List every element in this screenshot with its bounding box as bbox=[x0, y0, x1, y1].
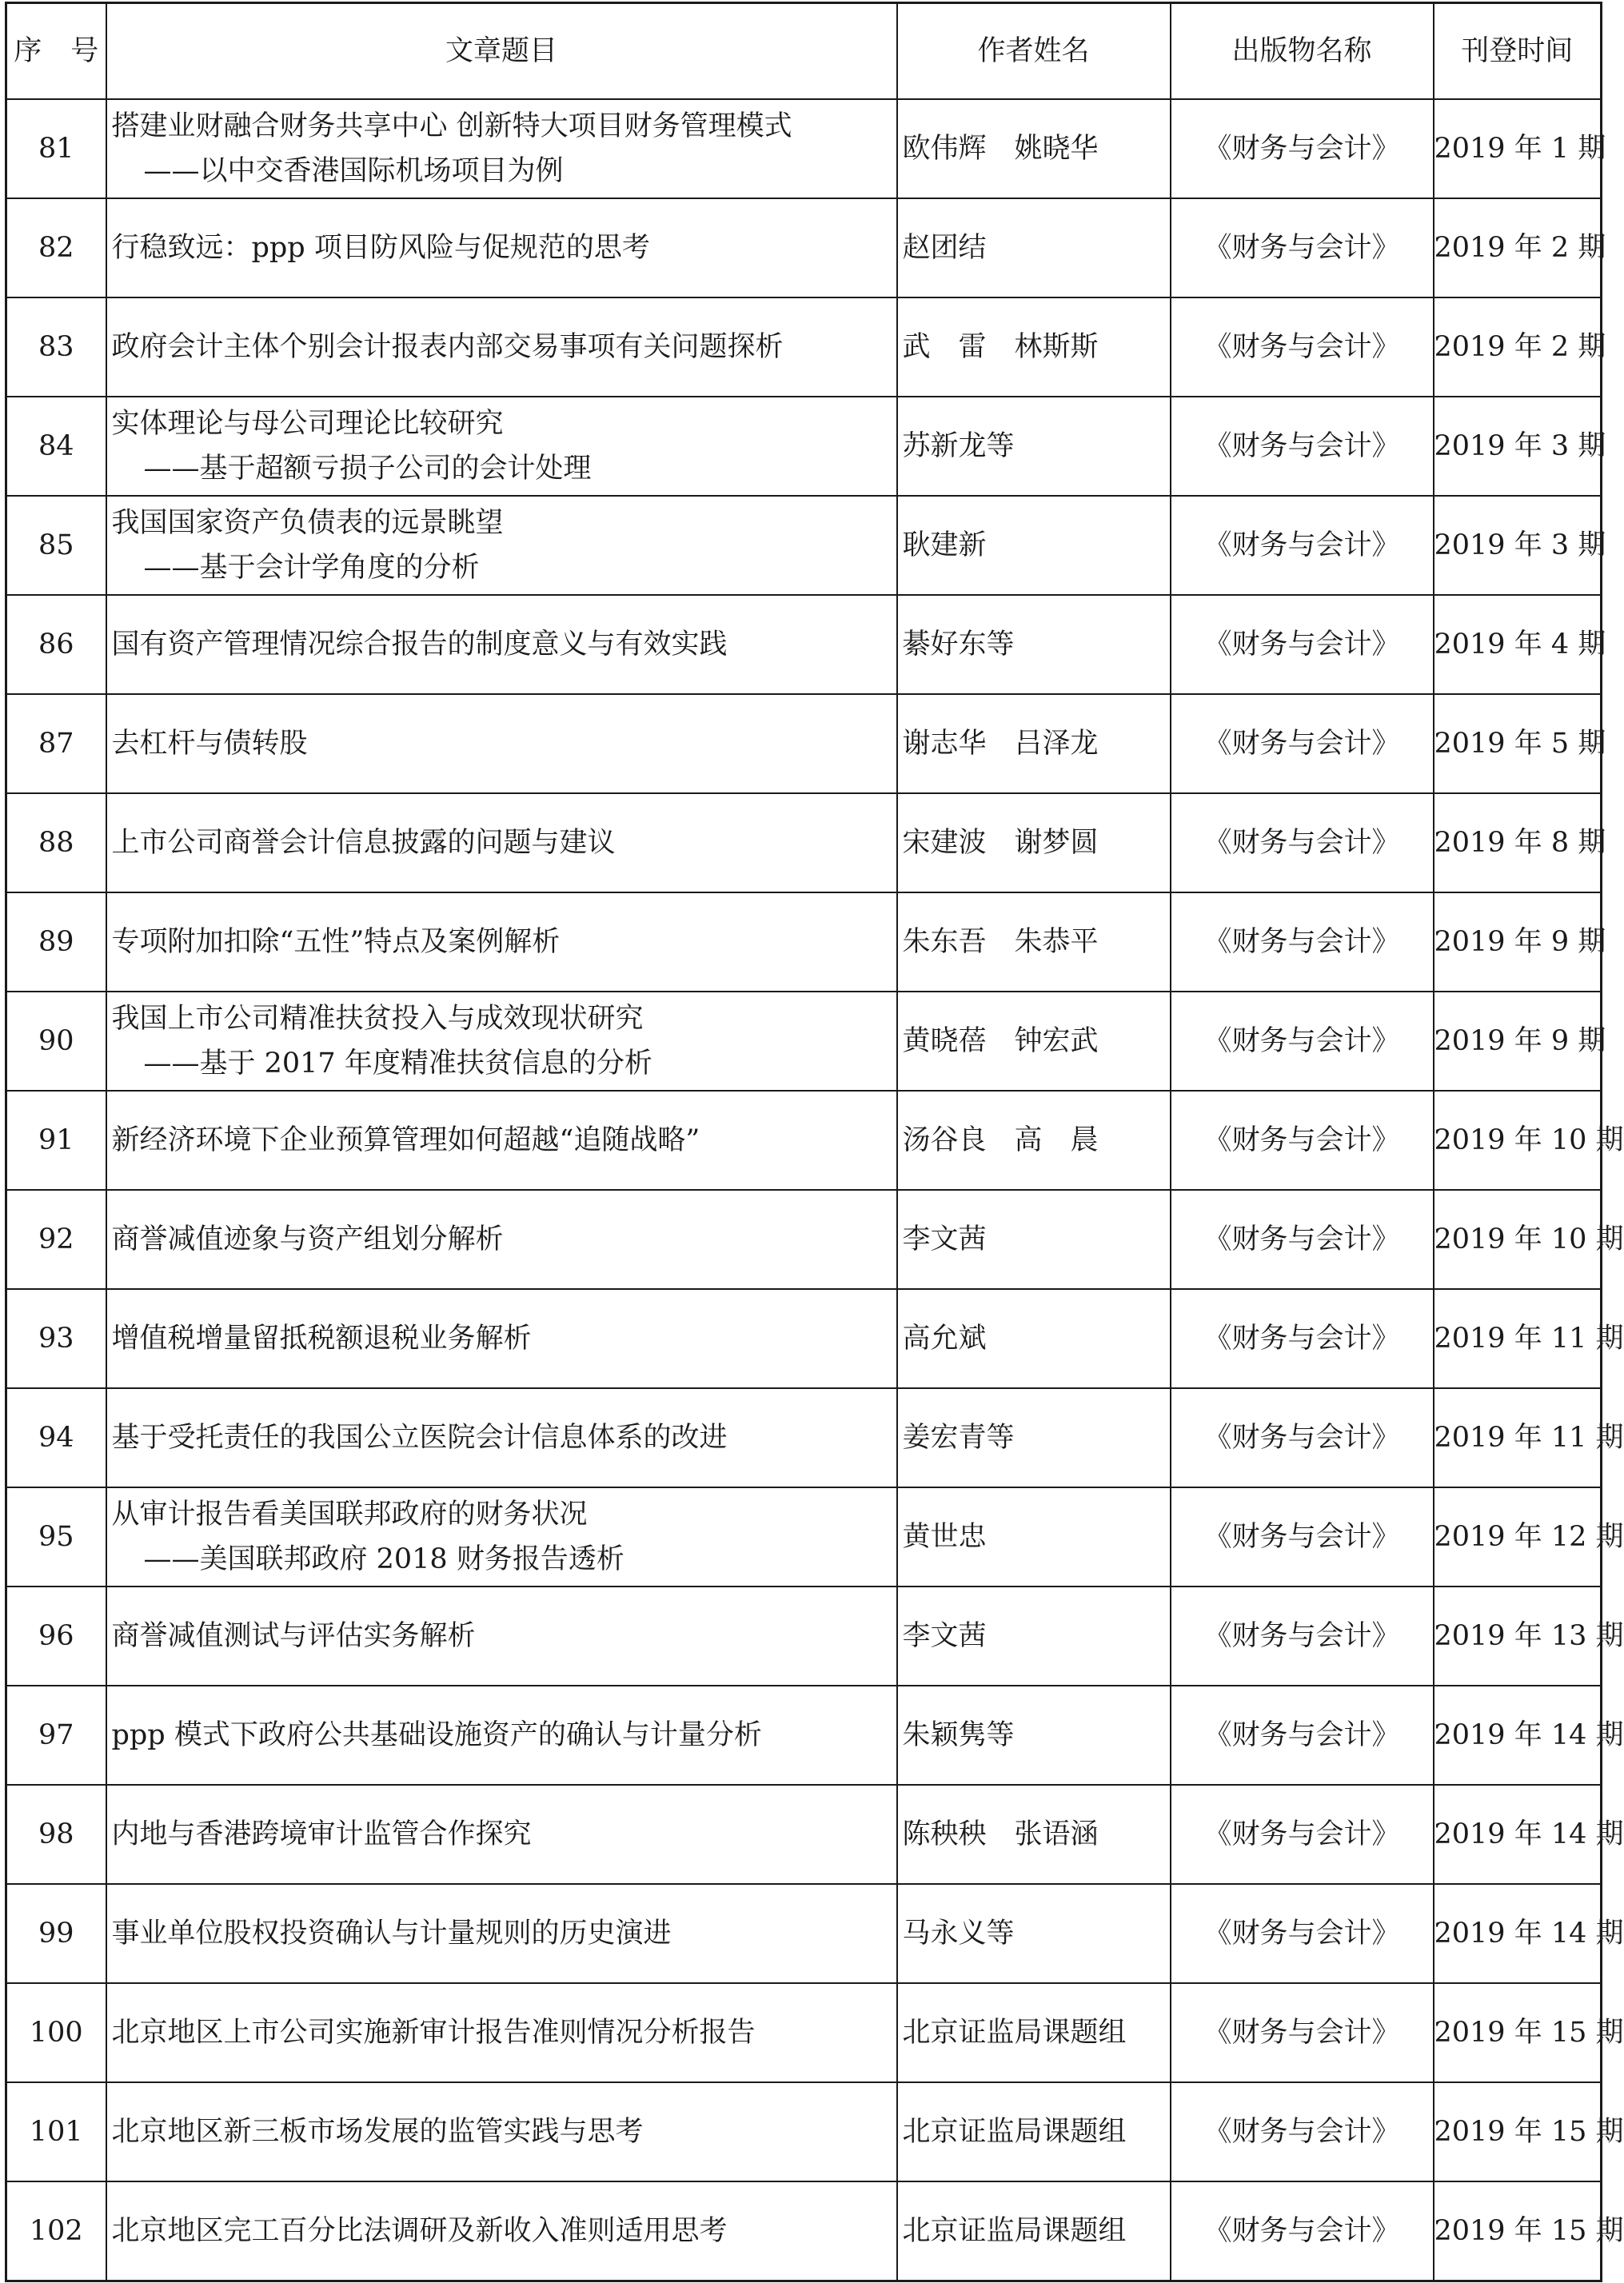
article-title-cell bbox=[106, 2181, 897, 2281]
publish-date-cell: 2019 年 9 期 bbox=[1434, 992, 1602, 1091]
article-title: 专项附加扣除“五性”特点及案例解析 bbox=[111, 926, 561, 958]
publication-name-cell: 《财务与会计》 bbox=[1171, 595, 1434, 694]
serial-number-cell: 90 bbox=[6, 992, 106, 1091]
publication-name-cell: 《财务与会计》 bbox=[1171, 496, 1434, 595]
article-title-cell bbox=[106, 198, 897, 297]
publish-date-cell: 2019 年 11 期 bbox=[1434, 1289, 1602, 1388]
author-name-cell: 苏新龙等 bbox=[897, 397, 1171, 496]
table-row bbox=[6, 1091, 1602, 1190]
article-title-cell bbox=[106, 1091, 897, 1190]
article-title-cell bbox=[106, 892, 897, 992]
header-article-title: 文章题目 bbox=[106, 3, 897, 100]
table-row bbox=[6, 297, 1602, 397]
table-row bbox=[6, 198, 1602, 297]
author-name-cell: 汤谷良 高 晨 bbox=[897, 1091, 1171, 1190]
article-title: 新经济环境下企业预算管理如何超越“追随战略” bbox=[111, 1124, 700, 1156]
publication-name-cell: 《财务与会计》 bbox=[1171, 2082, 1434, 2181]
publication-name-cell: 《财务与会计》 bbox=[1171, 1785, 1434, 1884]
table-row bbox=[6, 1686, 1602, 1785]
table-row bbox=[6, 2181, 1602, 2281]
author-name-cell: 欧伟辉 姚晓华 bbox=[897, 99, 1171, 198]
article-title-cell bbox=[106, 992, 897, 1091]
articles-table bbox=[5, 2, 1624, 2282]
publication-name-cell: 《财务与会计》 bbox=[1171, 1487, 1434, 1587]
serial-number-cell: 100 bbox=[6, 1983, 106, 2082]
serial-number-cell: 91 bbox=[6, 1091, 106, 1190]
table-row bbox=[6, 1983, 1602, 2082]
publication-name-cell: 《财务与会计》 bbox=[1171, 1388, 1434, 1487]
header-serial-char-b: 号 bbox=[70, 35, 99, 67]
table-row bbox=[6, 99, 1602, 198]
table-row bbox=[6, 1884, 1602, 1983]
article-title-cell bbox=[106, 99, 897, 198]
author-name-cell: 姜宏青等 bbox=[897, 1388, 1171, 1487]
table-row bbox=[6, 1190, 1602, 1289]
publish-date-cell: 2019 年 5 期 bbox=[1434, 694, 1602, 793]
serial-number-cell: 99 bbox=[6, 1884, 106, 1983]
author-name-cell: 宋建波 谢梦圆 bbox=[897, 793, 1171, 892]
article-title: 实体理论与母公司理论比较研究 bbox=[111, 408, 504, 440]
table-row bbox=[6, 397, 1602, 496]
article-title-cell bbox=[106, 1289, 897, 1388]
author-name-cell: 马永义等 bbox=[897, 1884, 1171, 1983]
publish-date-cell: 2019 年 10 期 bbox=[1434, 1190, 1602, 1289]
article-title-cell bbox=[106, 1587, 897, 1686]
serial-number-cell: 88 bbox=[6, 793, 106, 892]
article-title: 上市公司商誉会计信息披露的问题与建议 bbox=[111, 827, 616, 859]
serial-number-cell: 89 bbox=[6, 892, 106, 992]
header-serial-number bbox=[6, 3, 106, 100]
article-title-cell bbox=[106, 496, 897, 595]
author-name-cell: 黄世忠 bbox=[897, 1487, 1171, 1587]
publish-date-cell: 2019 年 10 期 bbox=[1434, 1091, 1602, 1190]
publish-date-cell: 2019 年 2 期 bbox=[1434, 198, 1602, 297]
table-body bbox=[6, 99, 1624, 2281]
publication-name-cell: 《财务与会计》 bbox=[1171, 1686, 1434, 1785]
publish-date-cell: 2019 年 9 期 bbox=[1434, 892, 1602, 992]
serial-number-cell: 86 bbox=[6, 595, 106, 694]
publish-date-cell: 2019 年 15 期 bbox=[1434, 2181, 1602, 2281]
publish-date-cell: 2019 年 1 期 bbox=[1434, 99, 1602, 198]
table-row bbox=[6, 1587, 1602, 1686]
header-publication-name: 出版物名称 bbox=[1171, 3, 1434, 100]
article-title: 搭建业财融合财务共享中心 创新特大项目财务管理模式 bbox=[111, 110, 792, 142]
header-row bbox=[6, 3, 1602, 100]
publication-name-cell: 《财务与会计》 bbox=[1171, 1884, 1434, 1983]
serial-number-cell: 83 bbox=[6, 297, 106, 397]
publish-date-cell: 2019 年 12 期 bbox=[1434, 1487, 1602, 1587]
author-name-cell: 赵团结 bbox=[897, 198, 1171, 297]
publish-date-cell: 2019 年 2 期 bbox=[1434, 297, 1602, 397]
article-title-cell bbox=[106, 1686, 897, 1785]
serial-number-cell: 85 bbox=[6, 496, 106, 595]
author-name-cell: 北京证监局课题组 bbox=[897, 1983, 1171, 2082]
serial-number-cell: 82 bbox=[6, 198, 106, 297]
author-name-cell: 朱颖隽等 bbox=[897, 1686, 1171, 1785]
article-title-cell bbox=[106, 397, 897, 496]
article-title-cell bbox=[106, 1785, 897, 1884]
serial-number-cell: 101 bbox=[6, 2082, 106, 2181]
author-name-cell: 黄晓蓓 钟宏武 bbox=[897, 992, 1171, 1091]
article-title: 行稳致远：ppp 项目防风险与促规范的思考 bbox=[111, 232, 650, 264]
publication-name-cell: 《财务与会计》 bbox=[1171, 1983, 1434, 2082]
author-name-cell: 朱东吾 朱恭平 bbox=[897, 892, 1171, 992]
table-row bbox=[6, 892, 1602, 992]
serial-number-cell: 96 bbox=[6, 1587, 106, 1686]
publish-date-cell: 2019 年 14 期 bbox=[1434, 1686, 1602, 1785]
article-title: 我国国家资产负债表的远景眺望 bbox=[111, 507, 504, 539]
publication-name-cell: 《财务与会计》 bbox=[1171, 198, 1434, 297]
serial-number-cell: 84 bbox=[6, 397, 106, 496]
serial-number-cell: 102 bbox=[6, 2181, 106, 2281]
publish-date-cell: 2019 年 11 期 bbox=[1434, 1388, 1602, 1487]
article-title-cell bbox=[106, 297, 897, 397]
article-title: 我国上市公司精准扶贫投入与成效现状研究 bbox=[111, 1003, 644, 1035]
serial-number-cell: 87 bbox=[6, 694, 106, 793]
article-title: 政府会计主体个别会计报表内部交易事项有关问题探析 bbox=[111, 331, 784, 363]
article-title-cell bbox=[106, 1487, 897, 1587]
article-subtitle: ——以中交香港国际机场项目为例 bbox=[143, 155, 564, 187]
article-subtitle: ——基于超额亏损子公司的会计处理 bbox=[143, 453, 592, 485]
article-title-cell bbox=[106, 1884, 897, 1983]
table-row bbox=[6, 1785, 1602, 1884]
table-row bbox=[6, 793, 1602, 892]
serial-number-cell: 81 bbox=[6, 99, 106, 198]
table-row bbox=[6, 496, 1602, 595]
article-title: 商誉减值测试与评估实务解析 bbox=[111, 1620, 476, 1652]
publish-date-cell: 2019 年 15 期 bbox=[1434, 2082, 1602, 2181]
article-title-cell bbox=[106, 793, 897, 892]
table-row bbox=[6, 992, 1602, 1091]
publication-name-cell: 《财务与会计》 bbox=[1171, 793, 1434, 892]
publish-date-cell: 2019 年 13 期 bbox=[1434, 1587, 1602, 1686]
article-title-cell bbox=[106, 2082, 897, 2181]
article-title: 商誉减值迹象与资产组划分解析 bbox=[111, 1223, 504, 1255]
publication-name-cell: 《财务与会计》 bbox=[1171, 694, 1434, 793]
table-row bbox=[6, 1487, 1602, 1587]
table-row bbox=[6, 694, 1602, 793]
author-name-cell: 北京证监局课题组 bbox=[897, 2181, 1171, 2281]
author-name-cell: 綦好东等 bbox=[897, 595, 1171, 694]
author-name-cell: 武 雷 林斯斯 bbox=[897, 297, 1171, 397]
header-publish-date: 刊登时间 bbox=[1434, 3, 1602, 100]
publish-date-cell: 2019 年 8 期 bbox=[1434, 793, 1602, 892]
serial-number-cell: 95 bbox=[6, 1487, 106, 1587]
publication-name-cell: 《财务与会计》 bbox=[1171, 992, 1434, 1091]
table-row bbox=[6, 1388, 1602, 1487]
article-title: 北京地区上市公司实施新审计报告准则情况分析报告 bbox=[111, 2017, 756, 2049]
header-author-name: 作者姓名 bbox=[897, 3, 1171, 100]
serial-number-cell: 97 bbox=[6, 1686, 106, 1785]
article-title-cell bbox=[106, 595, 897, 694]
article-title-cell bbox=[106, 1388, 897, 1487]
table-header bbox=[6, 3, 1602, 100]
article-title: 从审计报告看美国联邦政府的财务状况 bbox=[111, 1499, 588, 1531]
serial-number-cell: 98 bbox=[6, 1785, 106, 1884]
publish-date-cell: 2019 年 3 期 bbox=[1434, 397, 1602, 496]
table-row bbox=[6, 595, 1602, 694]
article-title: 国有资产管理情况综合报告的制度意义与有效实践 bbox=[111, 629, 728, 661]
author-name-cell: 陈秧秧 张语涵 bbox=[897, 1785, 1171, 1884]
serial-number-cell: 93 bbox=[6, 1289, 106, 1388]
author-name-cell: 高允斌 bbox=[897, 1289, 1171, 1388]
author-name-cell: 李文茜 bbox=[897, 1587, 1171, 1686]
publish-date-cell: 2019 年 14 期 bbox=[1434, 1785, 1602, 1884]
publication-name-cell: 《财务与会计》 bbox=[1171, 2181, 1434, 2281]
header-serial-char-a: 序 bbox=[14, 35, 42, 67]
article-title: 北京地区完工百分比法调研及新收入准则适用思考 bbox=[111, 2215, 728, 2247]
article-subtitle: ——基于 2017 年度精准扶贫信息的分析 bbox=[143, 1048, 652, 1080]
publish-date-cell: 2019 年 4 期 bbox=[1434, 595, 1602, 694]
publication-name-cell: 《财务与会计》 bbox=[1171, 297, 1434, 397]
article-title-cell bbox=[106, 694, 897, 793]
author-name-cell: 耿建新 bbox=[897, 496, 1171, 595]
publication-name-cell: 《财务与会计》 bbox=[1171, 99, 1434, 198]
article-subtitle: ——美国联邦政府 2018 财务报告透析 bbox=[143, 1543, 624, 1575]
article-title: 增值税增量留抵税额退税业务解析 bbox=[111, 1323, 532, 1355]
publish-date-cell: 2019 年 14 期 bbox=[1434, 1884, 1602, 1983]
article-title: ppp 模式下政府公共基础设施资产的确认与计量分析 bbox=[111, 1719, 762, 1751]
publication-name-cell: 《财务与会计》 bbox=[1171, 892, 1434, 992]
article-subtitle: ——基于会计学角度的分析 bbox=[143, 552, 480, 584]
publication-name-cell: 《财务与会计》 bbox=[1171, 1190, 1434, 1289]
article-title-cell bbox=[106, 1190, 897, 1289]
article-title: 基于受托责任的我国公立医院会计信息体系的改进 bbox=[111, 1422, 728, 1454]
serial-number-cell: 92 bbox=[6, 1190, 106, 1289]
author-name-cell: 李文茜 bbox=[897, 1190, 1171, 1289]
publication-name-cell: 《财务与会计》 bbox=[1171, 1289, 1434, 1388]
publish-date-cell: 2019 年 15 期 bbox=[1434, 1983, 1602, 2082]
article-title: 事业单位股权投资确认与计量规则的历史演进 bbox=[111, 1918, 672, 1950]
serial-number-cell: 94 bbox=[6, 1388, 106, 1487]
article-title: 去杠杆与债转股 bbox=[111, 728, 308, 760]
table-row bbox=[6, 1289, 1602, 1388]
author-name-cell: 北京证监局课题组 bbox=[897, 2082, 1171, 2181]
publication-name-cell: 《财务与会计》 bbox=[1171, 1587, 1434, 1686]
publish-date-cell: 2019 年 3 期 bbox=[1434, 496, 1602, 595]
author-name-cell: 谢志华 吕泽龙 bbox=[897, 694, 1171, 793]
article-title-cell bbox=[106, 1983, 897, 2082]
publication-name-cell: 《财务与会计》 bbox=[1171, 1091, 1434, 1190]
article-title: 北京地区新三板市场发展的监管实践与思考 bbox=[111, 2116, 644, 2148]
table-row bbox=[6, 2082, 1602, 2181]
article-title: 内地与香港跨境审计监管合作探究 bbox=[111, 1818, 532, 1850]
publication-name-cell: 《财务与会计》 bbox=[1171, 397, 1434, 496]
